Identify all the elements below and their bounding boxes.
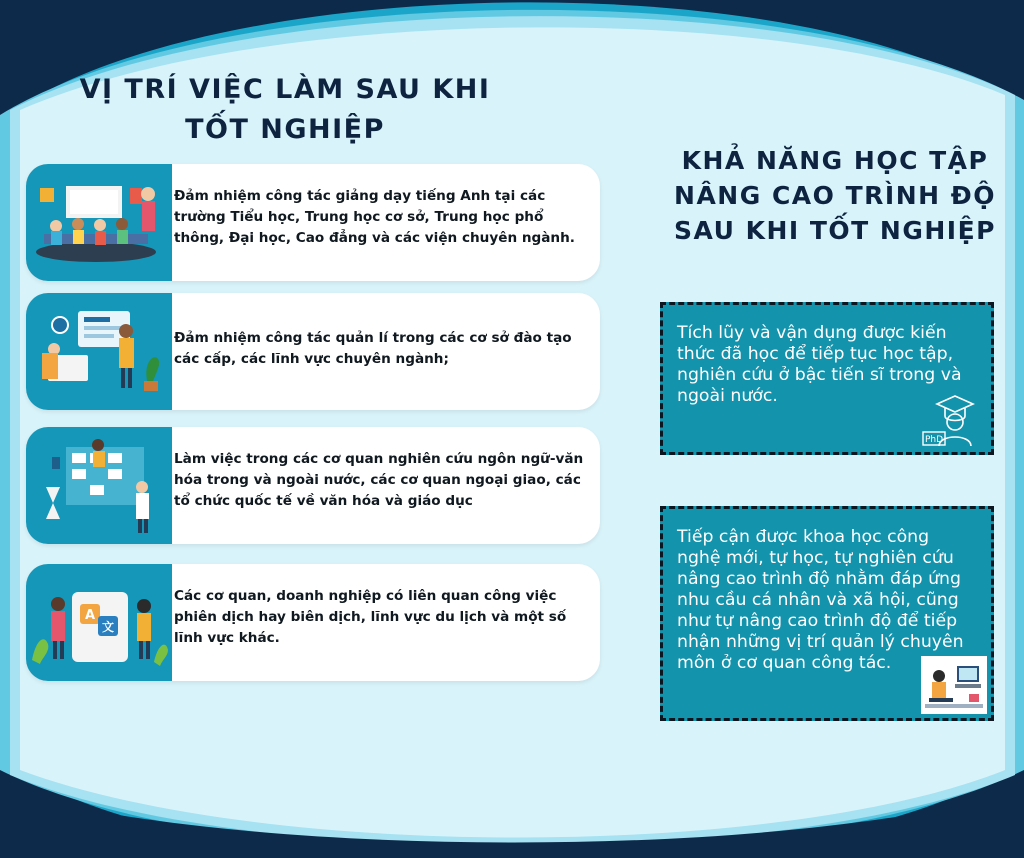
training-management-illustration — [26, 293, 172, 410]
phd-label: PhD — [924, 435, 944, 445]
classroom-teaching-illustration — [26, 164, 172, 281]
right-title-line-3: SAU KHI TỐT NGHIỆP — [673, 216, 997, 245]
right-title-line-2: NÂNG CAO TRÌNH ĐỘ — [674, 181, 996, 210]
svg-text:文: 文 — [101, 620, 115, 634]
study-box — [660, 506, 994, 721]
job-card-text: Đảm nhiệm công tác quản lí trong các cơ sở đào tạo các cấp, các lĩnh vực chuyên ngành; — [174, 330, 572, 367]
study-box-text: Tiếp cận được khoa học công nghệ mới, tự học, tự nghiên cứu nâng cao trình độ nhằm đáp ứng nhu cầu cá nhân và xã hội, cũng như tự nâng cao trình độ để tiếp nhận những vị trí quản lý chuyên môn ở cơ quan công tác. — [677, 527, 964, 673]
job-card — [26, 427, 600, 544]
left-section-title — [40, 70, 530, 150]
job-card-text: Các cơ quan, doanh nghiệp có liên quan công việc phiên dịch hay biên dịch, lĩnh vực du lịch và một số lĩnh vực khác. — [174, 588, 567, 646]
right-section-title — [640, 143, 1024, 248]
phd-graduate-icon — [921, 392, 981, 448]
job-card — [26, 564, 600, 681]
self-study-computer-icon — [921, 656, 987, 714]
right-title-line-1: KHẢ NĂNG HỌC TẬP — [681, 146, 989, 175]
job-card-text: Làm việc trong các cơ quan nghiên cứu ngôn ngữ-văn hóa trong và ngoài nước, các cơ quan ngoại giao, các tổ chức quốc tế về văn hóa và giáo dục — [174, 451, 584, 509]
study-box — [660, 302, 994, 455]
translation-illustration — [26, 564, 172, 681]
left-title-line-1: VỊ TRÍ VIỆC LÀM SAU KHI — [79, 74, 491, 105]
study-box-text: Tích lũy và vận dụng được kiến thức đã học để tiếp tục học tập, nghiên cứu ở bậc tiến sĩ trong và ngoài nước. — [677, 323, 962, 406]
research-illustration — [26, 427, 172, 544]
job-card-text: Đảm nhiệm công tác giảng dạy tiếng Anh tại các trường Tiểu học, Trung học cơ sở, Trung học phổ thông, Đại học, Cao đẳng và các viện chuyên ngành. — [174, 188, 575, 246]
job-card — [26, 293, 600, 410]
job-card — [26, 164, 600, 281]
svg-text:A: A — [84, 608, 96, 623]
left-title-line-2: TỐT NGHIỆP — [185, 114, 385, 145]
